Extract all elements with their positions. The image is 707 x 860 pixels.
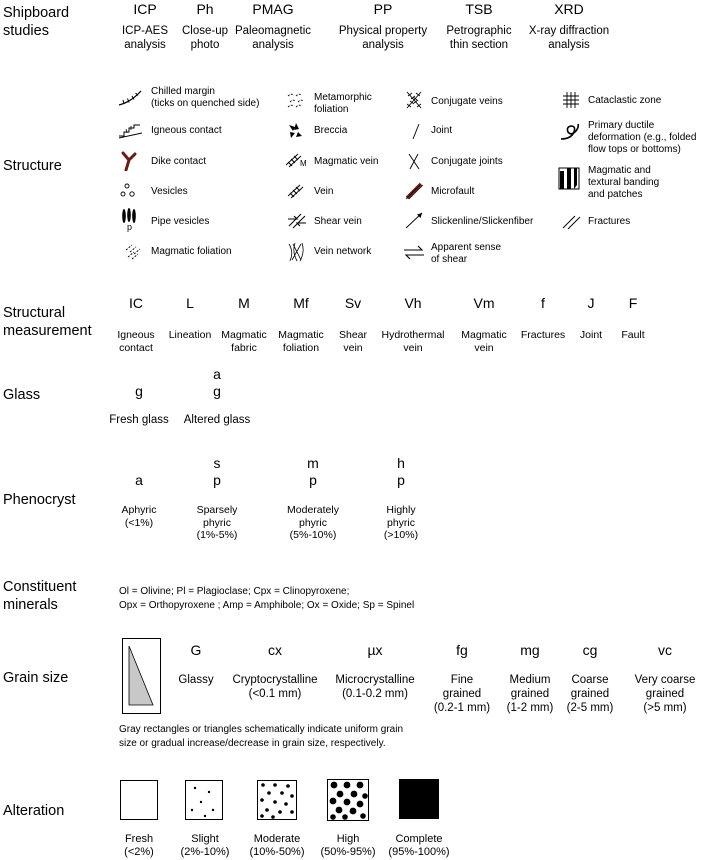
measurement-code: J [587, 295, 595, 311]
grain-code: G [190, 642, 202, 658]
measurement-label: Hydrothermal vein [381, 329, 445, 354]
measurement-label: Lineation [168, 329, 212, 341]
structure-label: Conjugate joints [431, 156, 503, 167]
phenocryst-code: p [213, 472, 221, 488]
structure-label: Chilled margin (ticks on quenched side) [151, 86, 260, 109]
shipboard-code: Ph [196, 1, 214, 17]
structure-label: Magmatic foliation [151, 246, 232, 257]
vein-icon [286, 181, 312, 201]
structure-title: Structure [3, 158, 62, 174]
phenocryst-label: Aphyric (<1%) [121, 504, 157, 529]
shipboard-label: ICP-AES analysis [121, 25, 169, 51]
alteration-title: Alteration [3, 803, 65, 819]
grain-code: mg [520, 642, 540, 658]
alteration-label: Slight (2%-10%) [180, 833, 230, 858]
conjugate-joints-icon [404, 151, 430, 171]
vein-network-icon [286, 242, 312, 262]
alteration-label: Complete (95%-100%) [388, 833, 450, 858]
shipboard-label: X-ray diffraction analysis [528, 25, 610, 51]
grain-label: Very coarse grained (>5 mm) [634, 674, 696, 714]
dike-contact-icon [118, 151, 144, 171]
measurement-label: Magmatic fabric [221, 329, 267, 354]
magmatic-vein-icon [284, 151, 310, 171]
alteration-label: High (50%-95%) [320, 833, 376, 858]
magmatic-vein-m-text: M [300, 159, 307, 168]
shear-vein-icon [286, 210, 312, 230]
microfault-icon [404, 181, 430, 201]
grain-size-note: Gray rectangles or triangles schematically indicate uniform grain size or gradual increase/decrease in grain size, respectively. [119, 724, 404, 749]
grain-label: Cryptocrystalline (<0.1 mm) [232, 674, 318, 700]
structure-label: Metamorphic foliation [314, 92, 372, 115]
grain-code: cx [268, 642, 282, 658]
apparent-shear-icon [402, 242, 428, 262]
measurement-code: Vh [404, 295, 422, 311]
measurement-code: Sv [344, 295, 362, 311]
glass-label: Altered glass [183, 414, 251, 426]
grain-code: vc [658, 642, 672, 658]
structure-label: Primary ductile deformation (e.g., folded flow tops or bottoms) [588, 120, 697, 155]
alteration-fresh-box [120, 780, 158, 820]
pipe-vesicles-p-text: p [127, 222, 133, 232]
grain-code: cg [582, 642, 598, 658]
measurement-code: F [628, 295, 638, 311]
joint-icon [404, 121, 430, 141]
measurement-label: Shear vein [338, 329, 368, 354]
vesicles-icon [118, 181, 144, 201]
shipboard-code: PMAG [252, 1, 294, 17]
constituent-line-2: Opx = Orthopyroxene ; Amp = Amphibole; Ox = Oxide; Sp = Spinel [119, 600, 415, 611]
grain-label: Coarse grained (2-5 mm) [566, 674, 614, 714]
alteration-label: Fresh (<2%) [124, 833, 154, 858]
magmatic-banding-icon [558, 167, 584, 191]
phenocryst-sup: s [213, 455, 221, 471]
measurement-label: Fault [621, 329, 645, 341]
glass-label: Fresh glass [109, 414, 169, 426]
shipboard-code: TSB [465, 1, 493, 17]
structure-label: Slickenline/Slickenfiber [431, 216, 534, 227]
glass-sup: a [213, 366, 221, 382]
breccia-icon [286, 121, 312, 141]
pipe-vesicles-icon [118, 207, 144, 233]
conjugate-veins-icon [404, 90, 430, 110]
measurement-code: f [541, 295, 545, 311]
structure-label: Apparent sense of shear [431, 242, 502, 265]
grain-size-title: Grain size [3, 670, 69, 686]
shipboard-code: ICP [133, 1, 157, 17]
shipboard-label: Close-up photo [181, 25, 229, 51]
measurement-code: Vm [473, 295, 495, 311]
structure-label: Vein [314, 186, 334, 197]
shipboard-label: Paleomagnetic analysis [234, 25, 312, 51]
grain-label: Microcrystalline (0.1-0.2 mm) [335, 674, 415, 700]
measurement-code: IC [129, 295, 143, 311]
structure-label: Dike contact [151, 156, 207, 167]
cataclastic-zone-icon [561, 90, 587, 110]
glass-title: Glass [3, 387, 41, 403]
structure-label: Shear vein [314, 216, 362, 227]
magmatic-foliation-icon [124, 242, 150, 262]
grain-code: fg [456, 642, 468, 658]
structure-label: Magmatic and textural banding and patches [588, 165, 660, 200]
structure-label: Vesicles [151, 186, 188, 197]
metamorphic-foliation-icon [286, 90, 312, 110]
measurement-code: Mf [293, 295, 309, 311]
grain-label: Medium grained (1-2 mm) [506, 674, 554, 714]
grain-label: Fine grained (0.2-1 mm) [433, 674, 491, 714]
igneous-contact-icon [118, 121, 144, 141]
phenocryst-label: Sparsely phyric (1%-5%) [196, 504, 238, 541]
measurement-label: Igneous contact [117, 329, 155, 354]
primary-ductile-icon [558, 122, 584, 142]
phenocryst-code: p [397, 472, 405, 488]
alteration-slight-box [185, 780, 223, 820]
phenocryst-label: Moderately phyric (5%-10%) [287, 504, 339, 541]
shipboard-label: Petrographic thin section [446, 25, 512, 51]
structure-label: Vein network [314, 246, 372, 257]
structure-label: Cataclastic zone [588, 95, 662, 106]
phenocryst-sup: h [397, 455, 405, 471]
shipboard-label: Physical property analysis [338, 25, 428, 51]
structure-label: Magmatic vein [314, 156, 379, 167]
chilled-margin-icon [118, 88, 144, 108]
shipboard-code: PP [373, 1, 393, 17]
shipboard-code: XRD [554, 1, 584, 17]
shipboard-studies-title: Shipboard studies [3, 5, 70, 39]
slickenline-icon [404, 210, 430, 230]
measurement-code: L [186, 295, 194, 311]
structure-label: Igneous contact [151, 125, 222, 136]
structure-label: Microfault [431, 186, 475, 197]
grain-code: µx [367, 642, 383, 658]
fractures-icon [561, 212, 587, 232]
measurement-label: Magmatic foliation [278, 329, 324, 354]
glass-code: g [213, 383, 221, 399]
structure-label: Joint [431, 125, 453, 136]
glass-code: g [135, 383, 143, 399]
structure-label: Pipe vesicles [151, 216, 210, 227]
structure-label: Fractures [588, 216, 631, 227]
grain-label: Glassy [178, 674, 214, 686]
structure-label: Conjugate veins [431, 96, 503, 107]
grain-size-symbol [122, 638, 162, 714]
constituent-line-1: Ol = Olivine; Pl = Plagioclase; Cpx = Clinopyroxene; [119, 586, 350, 597]
alteration-label: Moderate (10%-50%) [249, 833, 305, 858]
phenocryst-code: a [135, 472, 143, 488]
alteration-high-box [327, 779, 369, 821]
measurement-label: Magmatic vein [461, 329, 507, 354]
phenocryst-code: p [309, 472, 317, 488]
measurement-code: M [238, 295, 250, 311]
constituent-minerals-title: Constituent minerals [3, 579, 77, 613]
structure-label: Breccia [314, 125, 348, 136]
phenocryst-sup: m [307, 455, 319, 471]
structural-measurement-title: Structural measurement [3, 305, 92, 339]
measurement-label: Joint [579, 329, 603, 341]
phenocryst-label: Highly phyric (>10%) [383, 504, 419, 541]
alteration-complete-box [399, 779, 439, 819]
alteration-moderate-box [257, 780, 297, 820]
measurement-label: Fractures [520, 329, 566, 341]
phenocryst-title: Phenocryst [3, 492, 76, 508]
